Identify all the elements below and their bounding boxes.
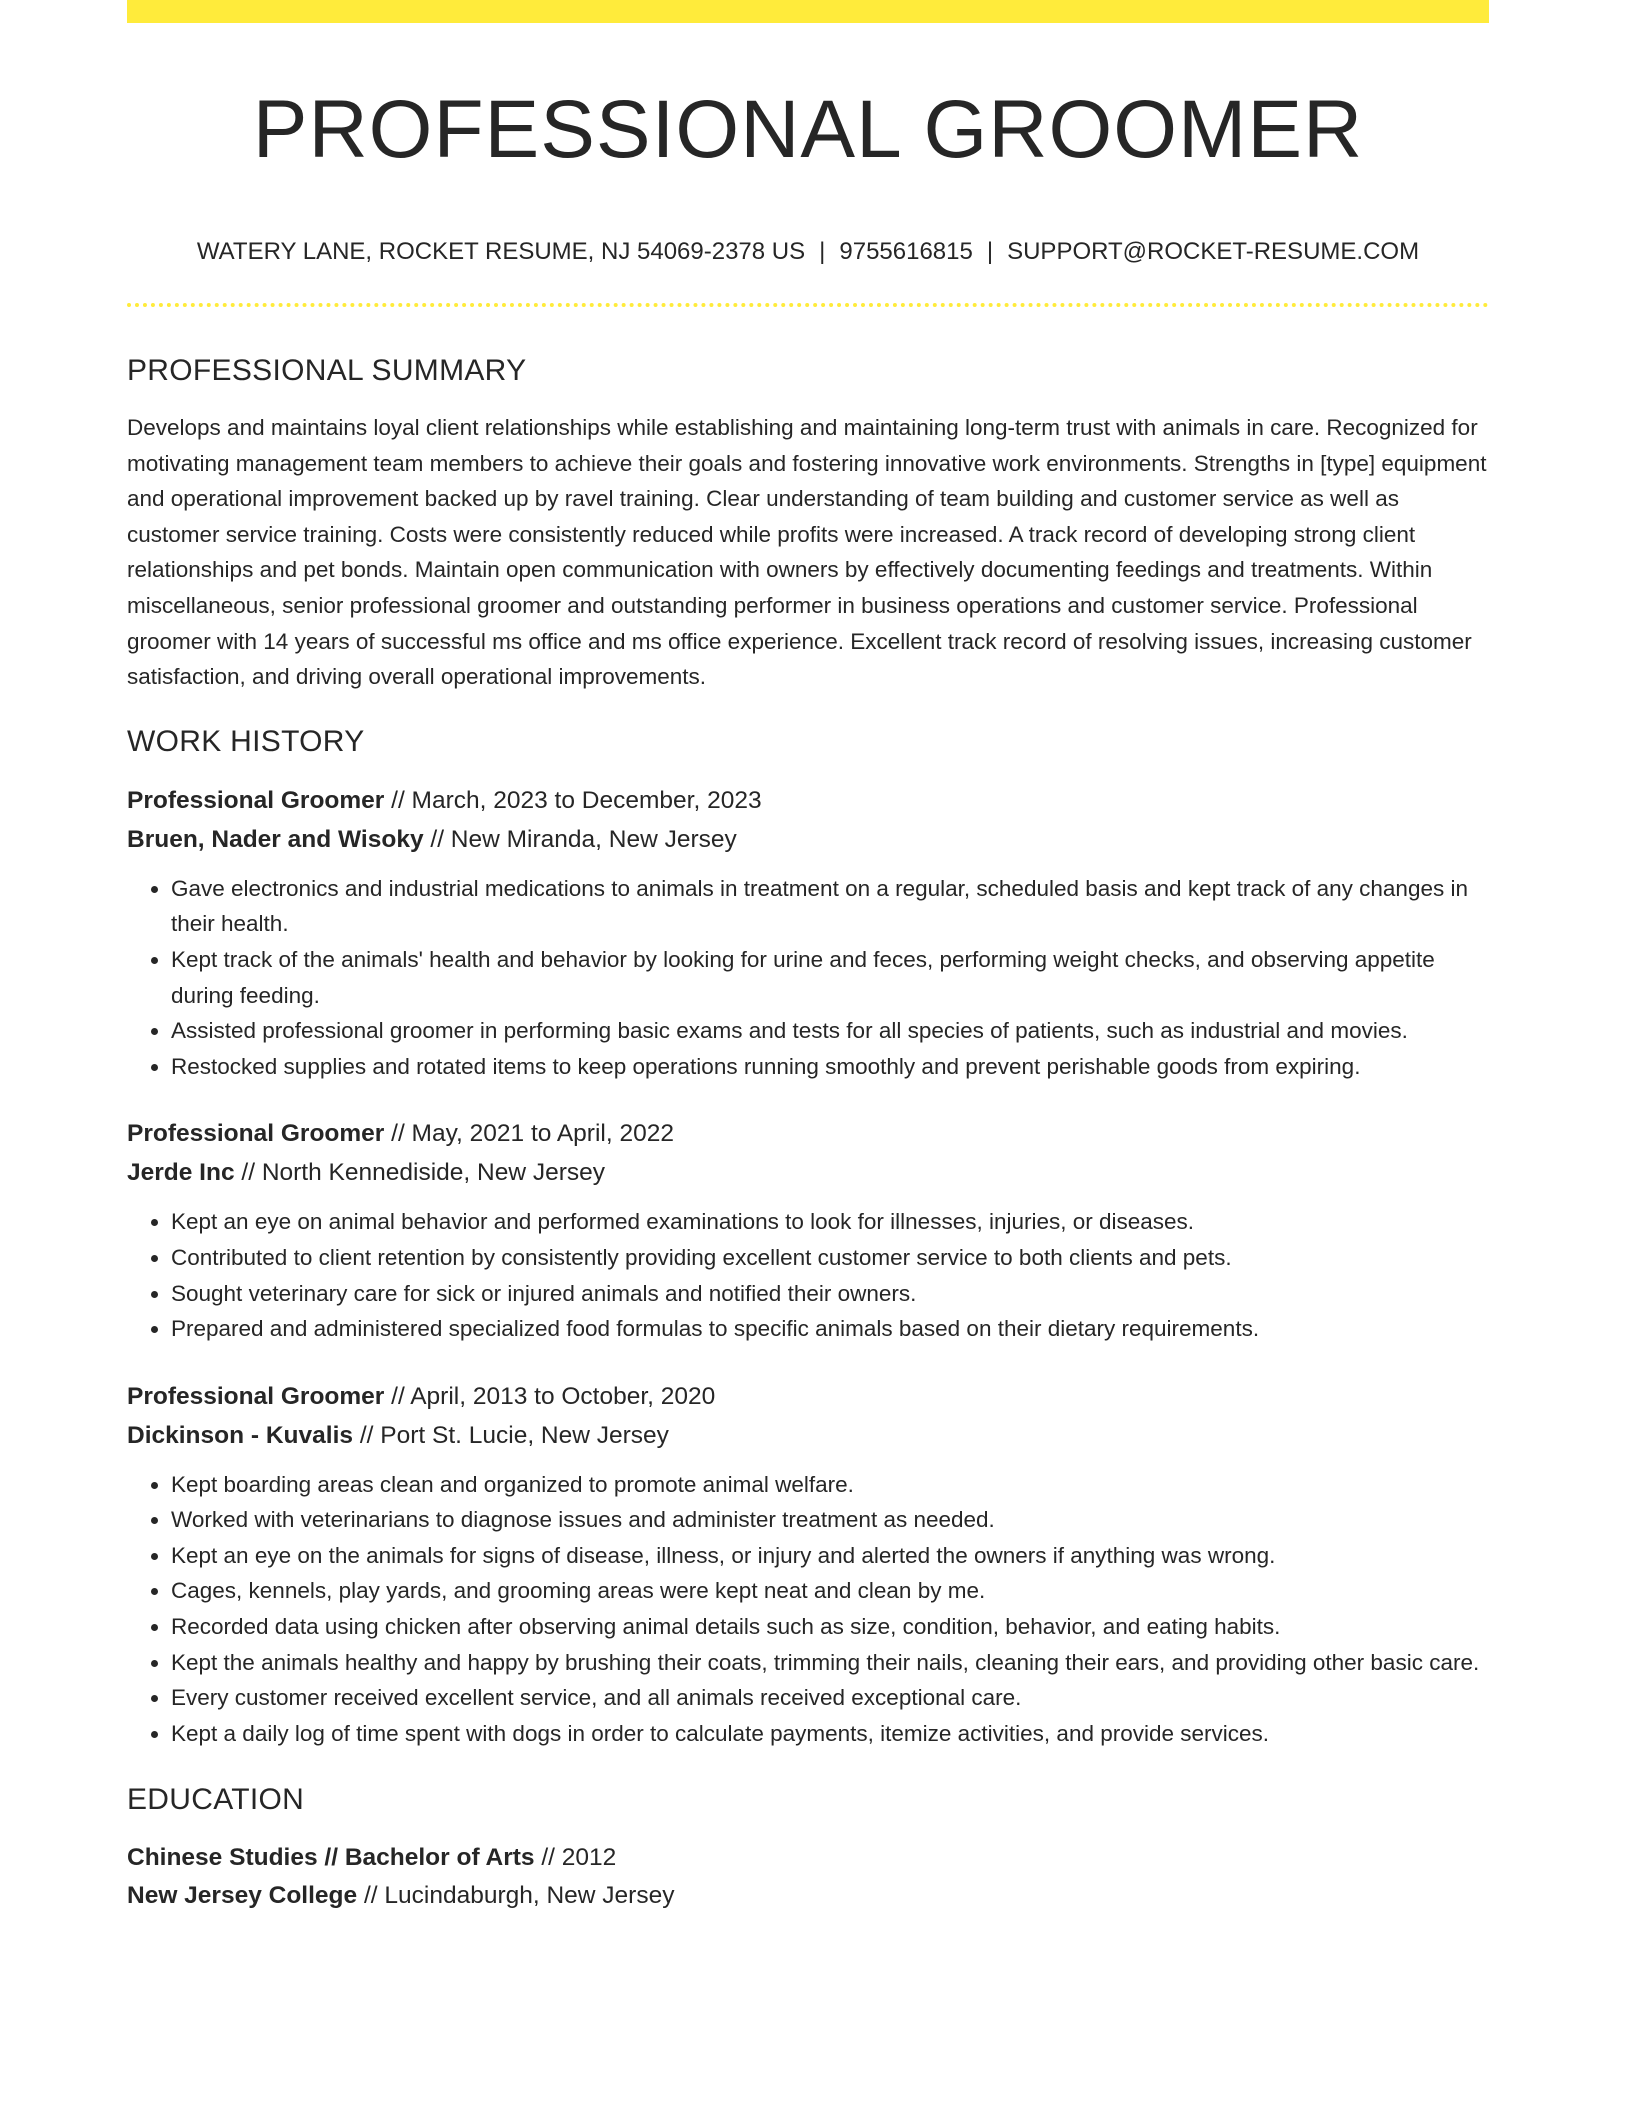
job-bullet: • Sought veterinary care for sick or injured animals and notified their owners. — [171, 1276, 1489, 1312]
job-bullets — [127, 1204, 1489, 1346]
job-bullet: • Cages, kennels, play yards, and grooming areas were kept neat and clean by me. — [171, 1573, 1489, 1609]
job-bullet: • Kept track of the animals' health and behavior by looking for urine and feces, performing weight checks, and observing appetite during feeding. — [171, 942, 1489, 1013]
job-bullet: • Prepared and administered specialized food formulas to specific animals based on their dietary requirements. — [171, 1311, 1489, 1347]
education-year: // 2012 — [534, 1844, 617, 1872]
job-bullet: • Kept an eye on the animals for signs of disease, illness, or injury and alerted the owners if anything was wrong. — [171, 1538, 1489, 1574]
job-dates: // March, 2023 to December, 2023 — [384, 786, 762, 814]
job-bullet: • Every customer received excellent service, and all animals received exceptional care. — [171, 1680, 1489, 1716]
job-bullet: • Gave electronics and industrial medications to animals in treatment on a regular, scheduled basis and kept track of any changes in their health. — [171, 871, 1489, 942]
job-bullet: • Contributed to client retention by consistently providing excellent customer service to both clients and pets. — [171, 1240, 1489, 1276]
education-location: // Lucindaburgh, New Jersey — [357, 1882, 675, 1910]
contact-separator: | — [819, 238, 826, 265]
job-company-line — [127, 1416, 1489, 1455]
job-bullet: • Kept an eye on animal behavior and performed examinations to look for illnesses, injuries, or diseases. — [171, 1204, 1489, 1240]
job-dates: // May, 2021 to April, 2022 — [384, 1120, 674, 1148]
resume-body — [127, 352, 1489, 1915]
job-bullet: • Worked with veterinarians to diagnose issues and administer treatment as needed. — [171, 1502, 1489, 1538]
job-dates: // April, 2013 to October, 2020 — [384, 1382, 716, 1410]
job-company-line — [127, 820, 1489, 859]
summary-text: Develops and maintains loyal client relationships while establishing and maintaining long-term trust with animals in care. Recognized for motivating management team members to achieve their goals and fostering innovative work environments. Strengths in [type] equipment and operational improvement backed up by ravel training. Clear understanding of team building and customer service as well as customer service training. Costs were consistently reduced while profits were increased. A track record of developing strong client relationships and pet bonds. Maintain open communication with owners by effectively documenting feedings and treatments. Within miscellaneous, senior professional groomer and outstanding performer in business operations and customer service. Professional groomer with 14 years of successful ms office and ms office experience. Excellent track record of resolving issues, increasing customer satisfaction, and driving overall operational improvements. — [127, 415, 1487, 690]
job-bullets — [127, 871, 1489, 1085]
summary-heading: PROFESSIONAL SUMMARY — [127, 354, 527, 387]
job-entry — [127, 781, 1489, 1085]
job-bullet: • Assisted professional groomer in performing basic exams and tests for all species of patients, such as industrial and movies. — [171, 1013, 1489, 1049]
job-bullet: • Kept boarding areas clean and organized to promote animal welfare. — [171, 1467, 1489, 1503]
job-location: // Port St. Lucie, New Jersey — [353, 1421, 669, 1449]
contact-separator: | — [986, 238, 994, 265]
job-bullet: • Recorded data using chicken after observing animal details such as size, condition, behavior, and eating habits. — [171, 1609, 1489, 1645]
job-bullet: • Kept a daily log of time spent with dogs in order to calculate payments, itemize activities, and provide services. — [171, 1716, 1489, 1752]
job-bullet: • Restocked supplies and rotated items to keep operations running smoothly and prevent perishable goods from expiring. — [171, 1049, 1489, 1085]
job-company-line — [127, 1153, 1489, 1192]
education-heading: EDUCATION — [127, 1783, 305, 1817]
job-company: Jerde Inc — [127, 1159, 235, 1187]
job-bullet: • Kept the animals healthy and happy by brushing their coats, trimming their nails, cleaning their ears, and providing other basic care. — [171, 1645, 1489, 1681]
education-school-line — [127, 1877, 1489, 1915]
work-history-heading: WORK HISTORY — [127, 724, 365, 758]
contact-phone: 9755616815 — [839, 238, 973, 265]
candidate-name: PROFESSIONAL GROOMER — [252, 84, 1364, 175]
education-degree-line — [127, 1839, 1489, 1877]
job-role: Professional Groomer — [127, 786, 385, 814]
job-title-line — [127, 781, 1489, 820]
job-entry — [127, 1377, 1489, 1752]
job-role: Professional Groomer — [127, 1382, 385, 1410]
job-entry — [127, 1114, 1489, 1346]
job-location: // North Kennediside, New Jersey — [234, 1159, 605, 1187]
job-location: // New Miranda, New Jersey — [423, 825, 737, 853]
job-bullets — [127, 1467, 1489, 1752]
job-role: Professional Groomer — [127, 1120, 385, 1148]
job-title-line — [127, 1377, 1489, 1416]
education-degree: Chinese Studies // Bachelor of Arts — [127, 1844, 535, 1872]
job-title-line — [127, 1114, 1489, 1153]
job-company: Dickinson - Kuvalis — [127, 1421, 354, 1449]
header-divider — [127, 303, 1489, 307]
contact-line — [127, 236, 1489, 268]
accent-bar — [127, 0, 1489, 23]
job-company: Bruen, Nader and Wisoky — [127, 825, 424, 853]
contact-email: SUPPORT@ROCKET-RESUME.COM — [1007, 238, 1420, 265]
education-school: New Jersey College — [127, 1882, 358, 1910]
contact-address: WATERY LANE, ROCKET RESUME, NJ 54069-2378 US — [196, 238, 806, 265]
